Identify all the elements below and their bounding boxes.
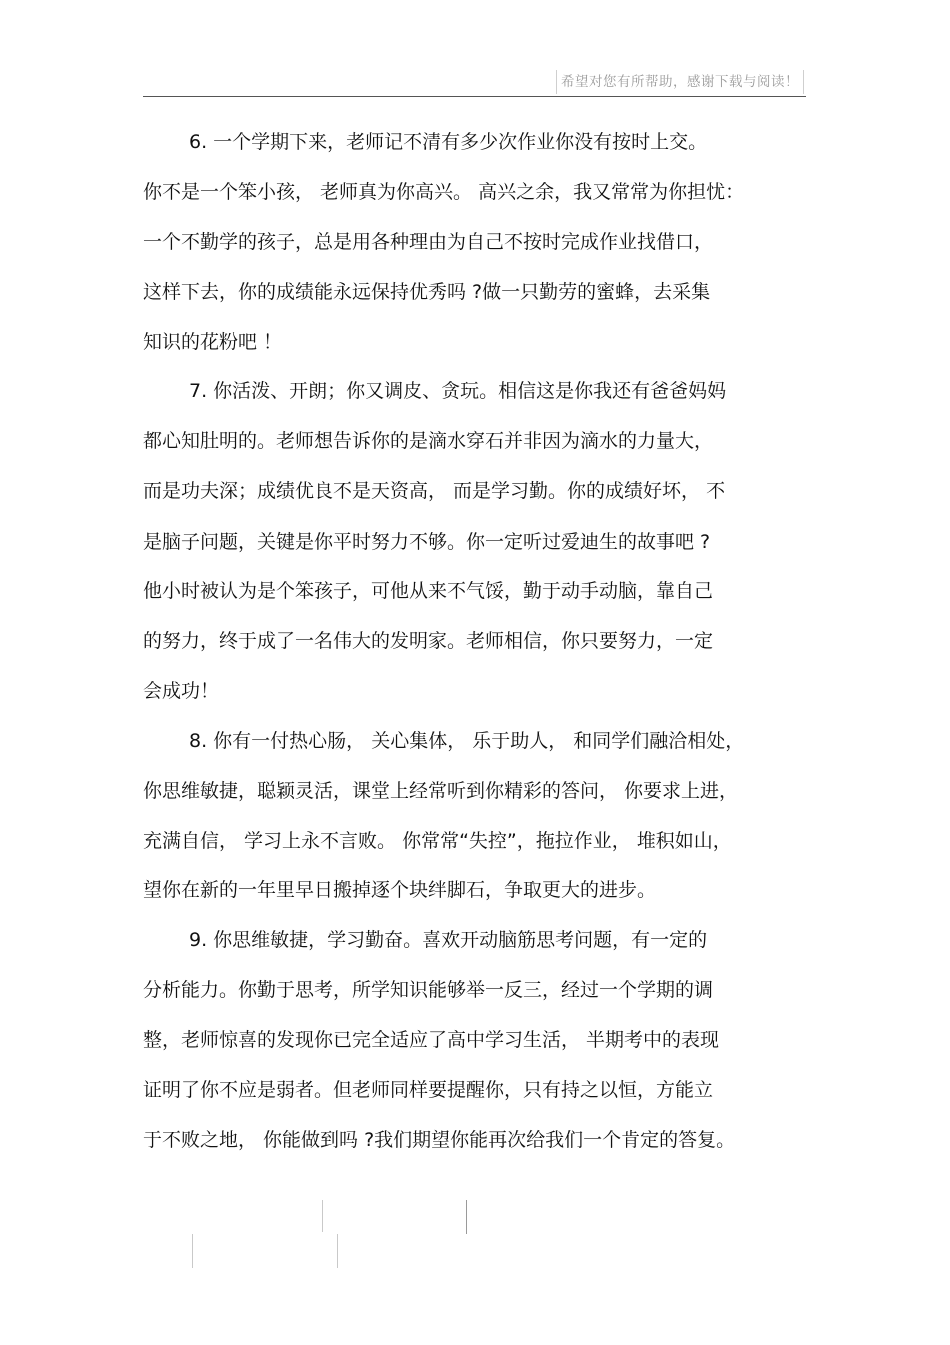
text-line: 会成功！ bbox=[143, 680, 220, 702]
text-line: 而是功夫深；成绩优良不是天资高， 而是学习勤。你的成绩好坏， 不 bbox=[143, 480, 726, 502]
text-line: 6. 一个学期下来，老师记不清有多少次作业你没有按时上交。 bbox=[189, 131, 708, 153]
text-line: 于不败之地， 你能做到吗 ?我们期望你能再次给我们一个肯定的答复。 bbox=[143, 1129, 736, 1151]
text-line: 这样下去，你的成绩能永远保持优秀吗 ?做一只勤劳的蜜蜂，去采集 bbox=[143, 281, 711, 303]
text-line: 都心知肚明的。老师想告诉你的是滴水穿石并非因为滴水的力量大， bbox=[143, 430, 714, 452]
text-line: 8. 你有一付热心肠， 关心集体， 乐于助人， 和同学们融洽相处， bbox=[189, 730, 745, 752]
text-line: 整，老师惊喜的发现你已完全适应了高中学习生活， 半期考中的表现 bbox=[143, 1029, 720, 1051]
text-line: 望你在新的一年里早日搬掉逐个块绊脚石，争取更大的进步。 bbox=[143, 879, 657, 901]
scan-artifact-line bbox=[337, 1234, 338, 1268]
text-line: 分析能力。你勤于思考，所学知识能够举一反三，经过一个学期的调 bbox=[143, 979, 714, 1001]
scan-artifact-line bbox=[466, 1200, 467, 1234]
scan-artifact-line bbox=[322, 1200, 323, 1232]
text-line: 一个不勤学的孩子，总是用各种理由为自己不按时完成作业找借口， bbox=[143, 231, 714, 253]
header-banner: 希望对您有所帮助，感谢下载与阅读！ bbox=[556, 70, 804, 94]
scan-artifact-line bbox=[192, 1234, 193, 1268]
text-line: 7. 你活泼、开朗；你又调皮、贪玩。相信这是你我还有爸爸妈妈 bbox=[189, 380, 727, 402]
text-line: 你思维敏捷，聪颖灵活，课堂上经常听到你精彩的答问， 你要求上进， bbox=[143, 780, 739, 802]
text-line: 9. 你思维敏捷，学习勤奋。喜欢开动脑筋思考问题，有一定的 bbox=[189, 929, 708, 951]
text-line: 充满自信， 学习上永不言败。 你常常“失控”，拖拉作业， 堆积如山， bbox=[143, 830, 732, 852]
text-line: 是脑子问题，关键是你平时努力不够。你一定听过爱迪生的故事吧 ? bbox=[143, 531, 711, 553]
text-line: 你不是一个笨小孩， 老师真为你高兴。 高兴之余，我又常常为你担忧： bbox=[143, 181, 745, 203]
text-line: 他小时被认为是个笨孩子，可他从来不气馁，勤于动手动脑，靠自己 bbox=[143, 580, 714, 602]
header-divider bbox=[143, 96, 806, 97]
text-line: 知识的花粉吧 ！ bbox=[143, 331, 283, 353]
text-line: 证明了你不应是弱者。但老师同样要提醒你，只有持之以恒，方能立 bbox=[143, 1079, 714, 1101]
text-line: 的努力，终于成了一名伟大的发明家。老师相信，你只要努力，一定 bbox=[143, 630, 714, 652]
